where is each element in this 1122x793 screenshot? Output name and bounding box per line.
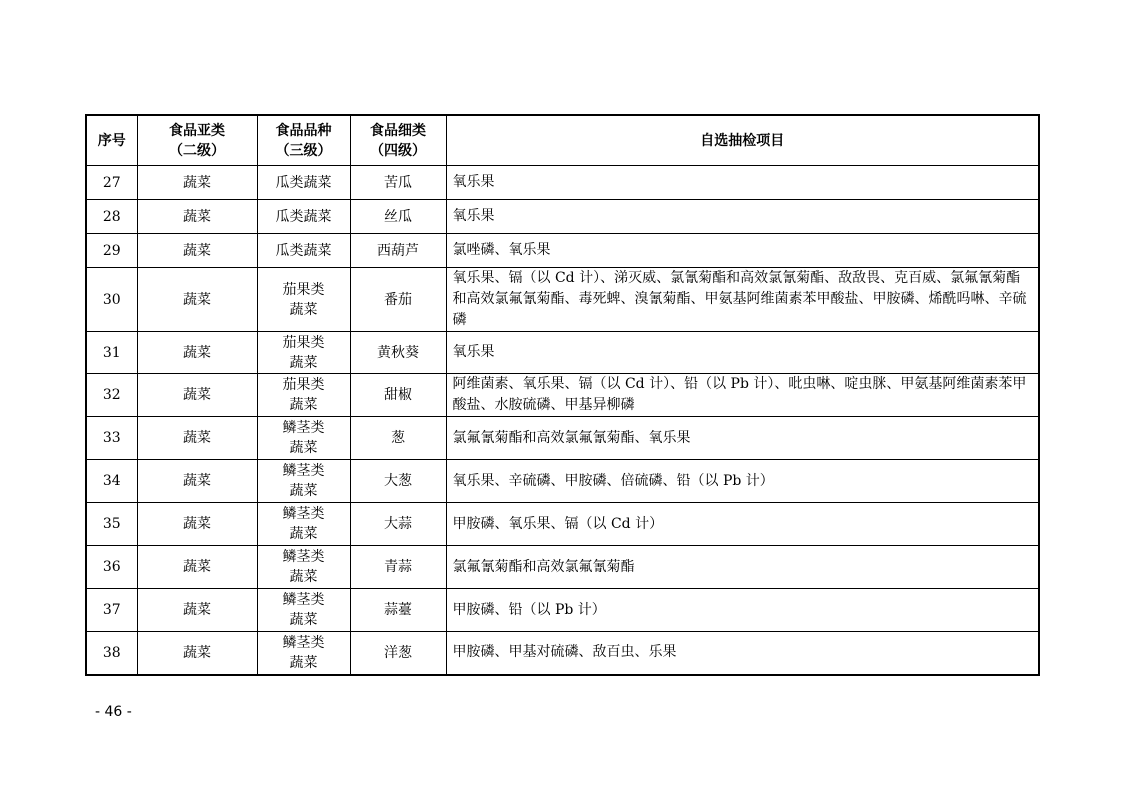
cell-food-subcategory: 蔬菜	[137, 268, 257, 332]
cell-serial-number: 30	[86, 268, 137, 332]
header-food-subcategory: 食品亚类 （二级）	[137, 115, 257, 166]
cell-food-subcategory: 蔬菜	[137, 234, 257, 268]
cell-food-variety: 鳞茎类 蔬菜	[257, 546, 350, 589]
cell-food-variety: 鳞茎类 蔬菜	[257, 589, 350, 632]
cell-inspection-items: 氧乐果	[446, 166, 1039, 200]
cell-serial-number: 31	[86, 332, 137, 374]
table-row	[86, 268, 1039, 332]
cell-serial-number: 28	[86, 200, 137, 234]
cell-inspection-items: 氧乐果、镉（以 Cd 计）、涕灭威、氯氰菊酯和高效氯氰菊酯、敌敌畏、克百威、氯氟氰菊酯和高效氯氟氰菊酯、毒死蜱、溴氰菊酯、甲氨基阿维菌素苯甲酸盐、甲胺磷、烯酰吗啉、辛硫磷	[446, 268, 1039, 332]
table-body	[86, 166, 1039, 675]
table-row	[86, 374, 1039, 417]
table-row	[86, 546, 1039, 589]
cell-food-subcategory: 蔬菜	[137, 460, 257, 503]
cell-inspection-items: 甲胺磷、甲基对硫磷、敌百虫、乐果	[446, 632, 1039, 675]
table-header-row	[86, 115, 1039, 166]
cell-serial-number: 27	[86, 166, 137, 200]
cell-food-variety: 鳞茎类 蔬菜	[257, 503, 350, 546]
cell-food-subcategory: 蔬菜	[137, 374, 257, 417]
cell-food-subcategory: 蔬菜	[137, 503, 257, 546]
inspection-table	[85, 114, 1040, 676]
cell-food-detail-category: 大蒜	[350, 503, 446, 546]
cell-food-subcategory: 蔬菜	[137, 417, 257, 460]
table-row	[86, 200, 1039, 234]
cell-serial-number: 37	[86, 589, 137, 632]
cell-food-detail-category: 西葫芦	[350, 234, 446, 268]
cell-serial-number: 35	[86, 503, 137, 546]
table-row	[86, 503, 1039, 546]
table-row	[86, 632, 1039, 675]
cell-inspection-items: 氯氟氰菊酯和高效氯氟氰菊酯	[446, 546, 1039, 589]
cell-food-detail-category: 青蒜	[350, 546, 446, 589]
cell-food-detail-category: 甜椒	[350, 374, 446, 417]
header-serial-number: 序号	[86, 115, 137, 166]
cell-inspection-items: 氧乐果	[446, 332, 1039, 374]
cell-inspection-items: 氧乐果、辛硫磷、甲胺磷、倍硫磷、铅（以 Pb 计）	[446, 460, 1039, 503]
cell-serial-number: 29	[86, 234, 137, 268]
cell-food-detail-category: 苦瓜	[350, 166, 446, 200]
cell-inspection-items: 氧乐果	[446, 200, 1039, 234]
cell-food-variety: 茄果类 蔬菜	[257, 332, 350, 374]
cell-food-detail-category: 葱	[350, 417, 446, 460]
cell-food-variety: 鳞茎类 蔬菜	[257, 632, 350, 675]
cell-food-variety: 茄果类 蔬菜	[257, 268, 350, 332]
table-row	[86, 234, 1039, 268]
page-number: - 46 -	[95, 704, 132, 720]
cell-food-subcategory: 蔬菜	[137, 632, 257, 675]
header-food-variety: 食品品种 （三级）	[257, 115, 350, 166]
cell-food-detail-category: 番茄	[350, 268, 446, 332]
cell-food-variety: 茄果类 蔬菜	[257, 374, 350, 417]
cell-food-detail-category: 大葱	[350, 460, 446, 503]
cell-serial-number: 32	[86, 374, 137, 417]
header-optional-inspection-items: 自选抽检项目	[446, 115, 1039, 166]
cell-serial-number: 34	[86, 460, 137, 503]
cell-food-variety: 鳞茎类 蔬菜	[257, 460, 350, 503]
table-row	[86, 417, 1039, 460]
cell-food-variety: 瓜类蔬菜	[257, 200, 350, 234]
cell-food-subcategory: 蔬菜	[137, 200, 257, 234]
table-row	[86, 166, 1039, 200]
table-row	[86, 460, 1039, 503]
cell-food-subcategory: 蔬菜	[137, 332, 257, 374]
cell-food-subcategory: 蔬菜	[137, 166, 257, 200]
cell-food-variety: 鳞茎类 蔬菜	[257, 417, 350, 460]
cell-serial-number: 38	[86, 632, 137, 675]
cell-serial-number: 36	[86, 546, 137, 589]
cell-inspection-items: 甲胺磷、氧乐果、镉（以 Cd 计）	[446, 503, 1039, 546]
header-food-detail-category: 食品细类 （四级）	[350, 115, 446, 166]
cell-food-variety: 瓜类蔬菜	[257, 234, 350, 268]
cell-food-detail-category: 丝瓜	[350, 200, 446, 234]
cell-inspection-items: 氯唑磷、氧乐果	[446, 234, 1039, 268]
cell-food-detail-category: 黄秋葵	[350, 332, 446, 374]
table-row	[86, 332, 1039, 374]
cell-food-detail-category: 洋葱	[350, 632, 446, 675]
cell-inspection-items: 甲胺磷、铅（以 Pb 计）	[446, 589, 1039, 632]
cell-food-subcategory: 蔬菜	[137, 589, 257, 632]
cell-serial-number: 33	[86, 417, 137, 460]
cell-food-variety: 瓜类蔬菜	[257, 166, 350, 200]
cell-food-subcategory: 蔬菜	[137, 546, 257, 589]
table-row	[86, 589, 1039, 632]
cell-inspection-items: 氯氟氰菊酯和高效氯氟氰菊酯、氧乐果	[446, 417, 1039, 460]
cell-inspection-items: 阿维菌素、氧乐果、镉（以 Cd 计）、铅（以 Pb 计）、吡虫啉、啶虫脒、甲氨基阿维菌素苯甲酸盐、水胺硫磷、甲基异柳磷	[446, 374, 1039, 417]
cell-food-detail-category: 蒜薹	[350, 589, 446, 632]
